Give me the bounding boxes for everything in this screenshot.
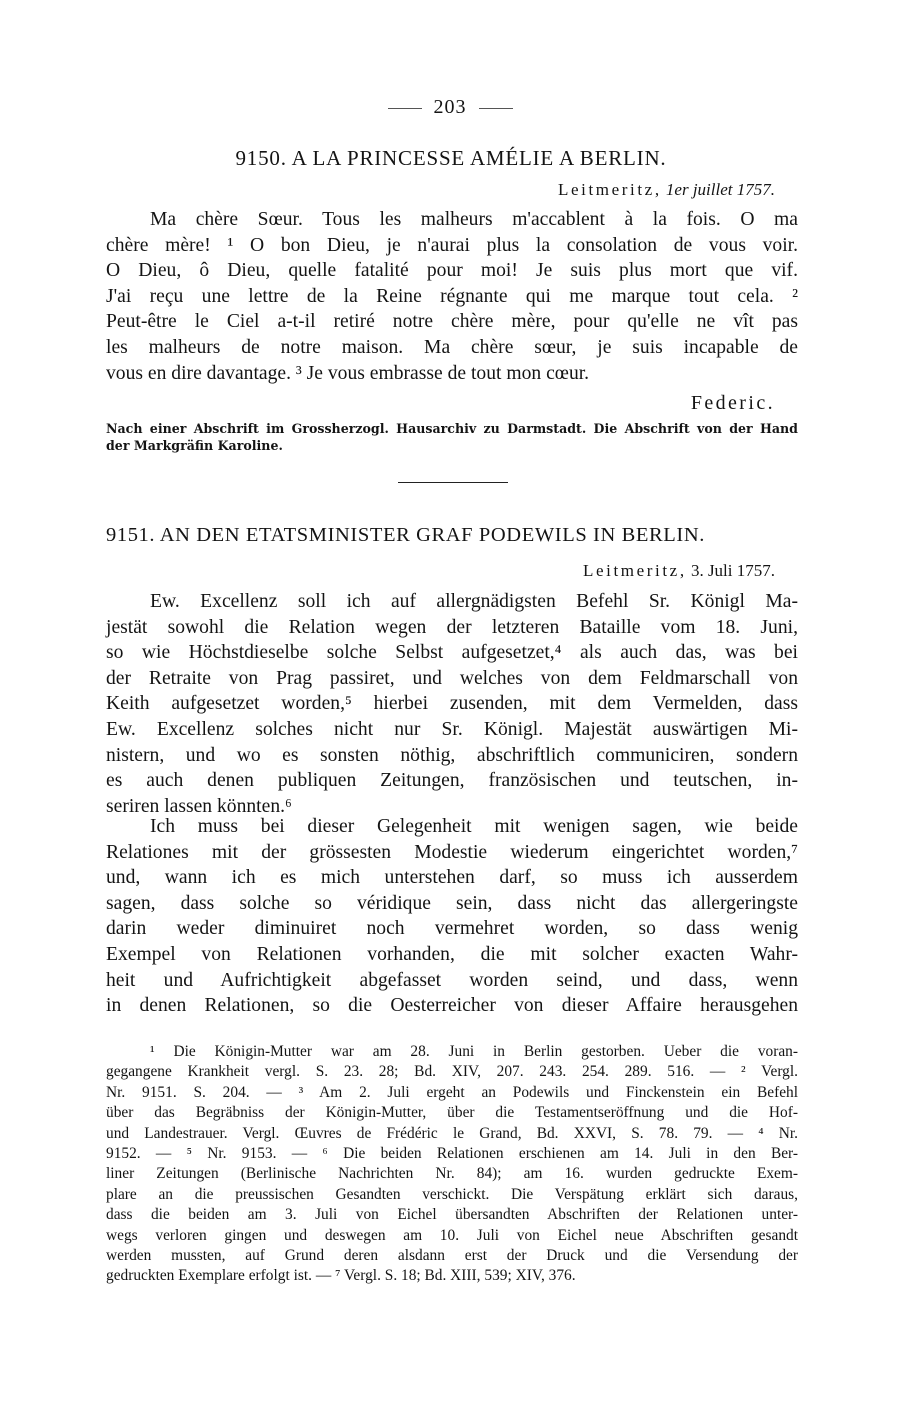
body-line: Ma chère Sœur. Tous les malheurs m'accablent à la fois. O ma [150,209,798,230]
body-line: Ew. Excellenz soll ich auf allergnädigsten Befehl Sr. Königl Ma- [150,591,798,612]
body-line: chère mère! ¹ O bon Dieu, je n'aurai plus la consolation de vous voir. [106,234,798,256]
footnote-line: liner Zeitungen (Berlinische Nachrichten Nr. 84); am 16. wurden gedruckte Exem- [106,1165,798,1183]
page-number-dash-right [479,108,513,109]
page-number [0,96,900,119]
footnote-line: werden mussten, auf Grund deren alsdann erst der Druck und die Versendung der [106,1246,798,1264]
body-line: Keith aufgesetzet worden,⁵ hierbei zusenden, mit dem Vermelden, dass [106,693,798,715]
footnote-line: 9152. — ⁵ Nr. 9153. — ⁶ Die beiden Relationen erschienen am 14. Juli in den Ber- [106,1144,798,1162]
body-line: sagen, dass solche so véridique sein, dass nicht das allergeringste [106,892,798,914]
body-line: Exempel von Relationen vorhanden, die mit solcher exacten Wahr- [106,943,798,965]
body-line: seriren lassen könnten.⁶ [106,795,292,817]
body-line: darin weder diminuiret noch vermehret worden, so dass wenig [106,918,798,940]
body-line: heit und Aufrichtigkeit abgefasset worden seind, und dass, wenn [106,969,798,991]
letter-9150-place: Leitmeritz, [558,180,662,199]
body-line: in denen Relationen, so die Oesterreicher von dieser Affaire herausgehen [106,995,798,1017]
footnote-line: Nr. 9151. S. 204. — ³ Am 2. Juli ergeht an Podewils und Finckenstein ein Befehl [106,1083,798,1101]
body-line: Relationes mit der grössesten Modestie wiederum eingerichtet worden,⁷ [106,841,798,863]
footnote-line: ¹ Die Königin-Mutter war am 28. Juni in Berlin gestorben. Ueber die voran- [150,1043,798,1060]
letter-9150-source-note [106,421,798,454]
body-line: Peut-être le Ciel a-t-il retiré notre chère mère, pour qu'elle ne vît pas [106,311,798,333]
body-line: so wie Höchstdieselbe solche Selbst aufgesetzet,⁴ als auch das, was bei [106,642,798,664]
footnote-line: gegangene Krankheit vergl. S. 23. 28; Bd. XIV, 207. 243. 254. 289. 516. — ² Vergl. [106,1063,798,1081]
letter-9150-signature: Federic. [690,392,775,414]
body-line: J'ai reçu une lettre de la Reine régnante qui me marque tout cela. ² [106,285,798,307]
page-number-text: 203 [433,96,467,118]
body-line: Ich muss bei dieser Gelegenheit mit wenigen sagen, wie beide [150,816,798,837]
letter-9150-place-date [558,180,775,200]
section-divider [398,482,508,483]
letter-9150-body [106,207,798,386]
letter-9151-paragraph-1 [106,589,798,819]
source-line: der Markgräfin Karoline. [106,437,283,453]
body-line: es auch denen publiquen Zeitungen, französischen und teutschen, in- [106,770,798,792]
letter-9150-date: 1er juillet 1757. [665,180,775,199]
footnote-line: über das Begräbniss der Königin-Mutter, über die Testamentseröffnung und die Hof- [106,1104,798,1122]
letter-9151-paragraph-2 [106,814,798,1019]
body-line: der Retraite von Prag passiret, und welches von dem Feldmarschall von [106,667,798,689]
footnote-line: wegs verloren gingen und deswegen am 10. Juli von Eichel neue Abschriften gesandt [106,1226,798,1244]
letter-9151-heading: 9151. AN DEN ETATSMINISTER GRAF PODEWILS IN BERLIN. [106,524,705,546]
footnotes [106,1042,798,1287]
footnote-line: und Landestrauer. Vergl. Œuvres de Frédéric le Grand, Bd. XXVI, S. 78. 79. — ⁴ Nr. [106,1124,798,1142]
body-line: Ew. Excellenz solches nicht nur Sr. Königl. Majestät auswärtigen Mi- [106,718,798,740]
body-line: und, wann ich es mich unterstehen darf, so muss ich ausserdem [106,867,798,889]
body-line: O Dieu, ô Dieu, quelle fatalité pour moi! Je suis plus mort que vif. [106,260,798,282]
letter-9150-heading: 9150. A LA PRINCESSE AMÉLIE A BERLIN. [235,146,667,170]
body-line: vous en dire davantage. ³ Je vous embrasse de tout mon cœur. [106,362,590,384]
page-number-dash-left [388,108,422,109]
source-line: Nach einer Abschrift im Grossherzogl. Hausarchiv zu Darmstadt. Die Abschrift von der Hand [106,421,798,436]
letter-9151-place: Leitmeritz, [583,561,687,580]
body-line: les malheurs de notre maison. Ma chère sœur, je suis incapable de [106,336,798,358]
body-line: nistern, und wo es sonsten nöthig, abschriftlich communiciren, sondern [106,744,798,766]
footnote-line: dass die beiden am 3. Juli von Eichel übersandten Abschriften der Relationen unter- [106,1206,798,1224]
footnote-line: gedruckten Exemplare erfolgt ist. — ⁷ Vergl. S. 18; Bd. XIII, 539; XIV, 376. [106,1267,576,1285]
body-line: jestät sowohl die Relation wegen der letzteren Bataille vom 18. Juni, [106,616,798,638]
letter-9151-place-date [583,561,775,581]
footnote-line: plare an die preussischen Gesandten verschickt. Die Verspätung erklärt sich daraus, [106,1185,798,1203]
letter-9151-date: 3. Juli 1757. [690,561,775,580]
